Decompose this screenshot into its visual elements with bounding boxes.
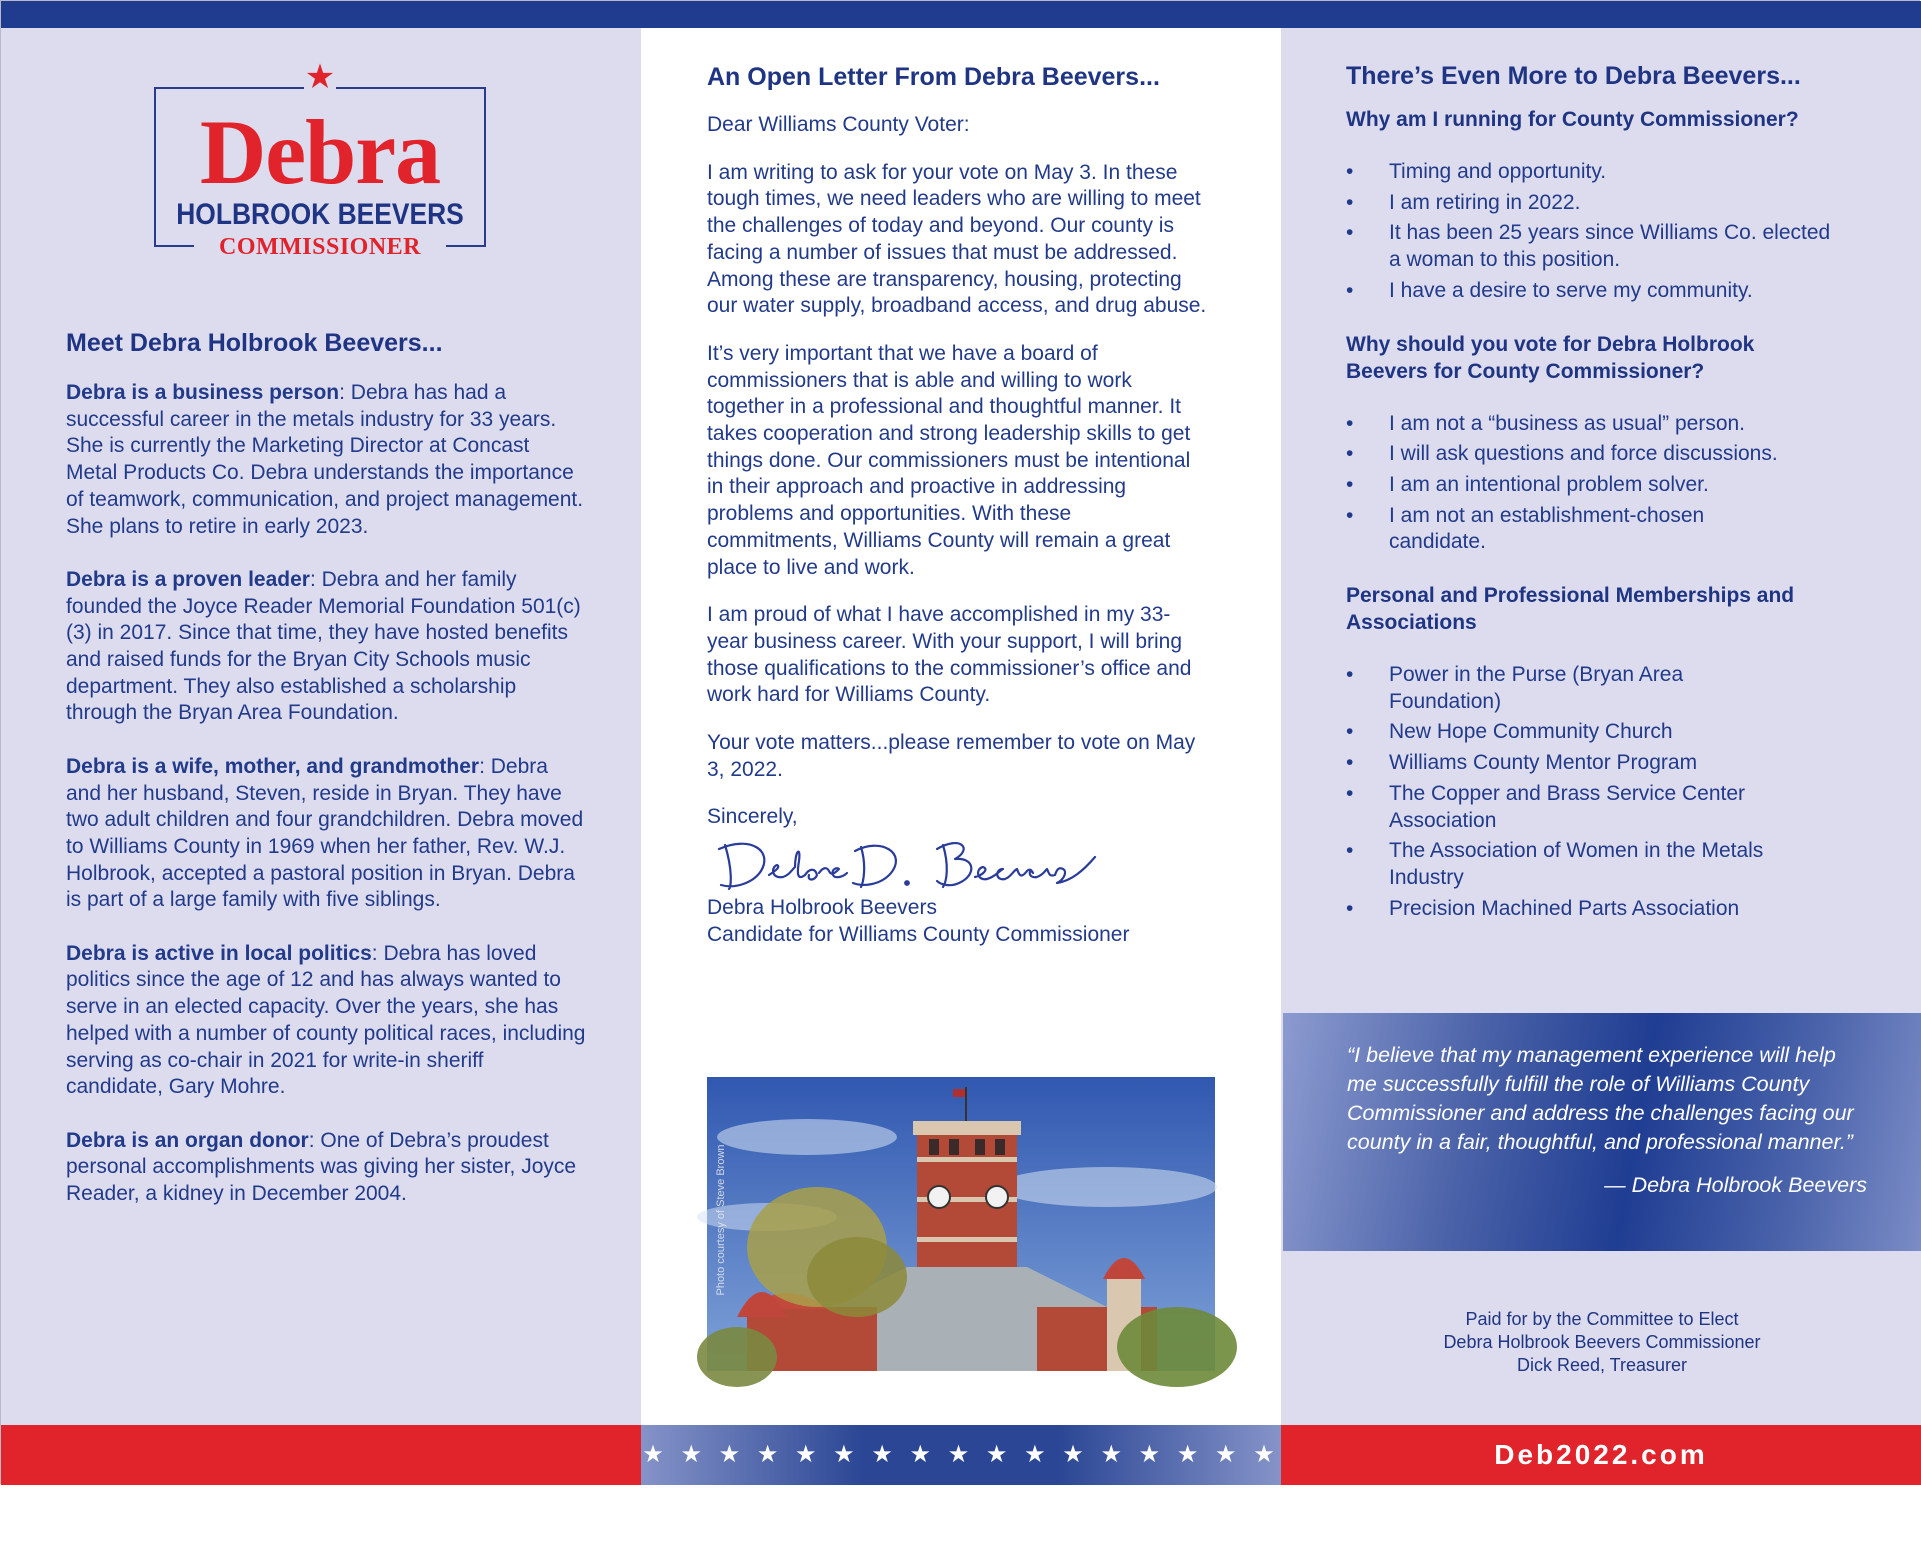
question-why-vote: Why should you vote for Debra Holbrook Beevers for County Commissioner?: [1346, 332, 1755, 383]
running-reasons-list: [1346, 159, 1846, 305]
bio-text: : One of Debra’s proudest personal accomplishments was giving her sister, Joyce Reader, a kidney in December 2004.: [66, 1128, 577, 1206]
bio-paragraph: [66, 380, 586, 540]
meet-debra-section: [66, 329, 586, 1208]
candidate-quote-box: [1283, 1013, 1921, 1251]
bio-text: : Debra has loved politics since the age of 12 and has always wanted to serve in an elected capacity. Over the years, she has helped with a number of county political races, including serving as co-chair in 2021 for write-in sheriff candidate, Gary Mohre.: [66, 941, 586, 1099]
signer-name: Debra Holbrook Beevers: [707, 896, 937, 920]
paid-line: Paid for by the Committee to Elect: [1465, 1309, 1739, 1329]
open-letter: [707, 63, 1227, 949]
bio-lead: Debra is a wife, mother, and grandmother: [66, 754, 480, 778]
star-icon: ★: [304, 58, 336, 96]
list-item: • Precision Machined Parts Association: [1346, 896, 1846, 923]
top-color-bar: [1, 1, 1921, 28]
paid-line: Debra Holbrook Beevers Commissioner: [1443, 1332, 1761, 1352]
list-item: • It has been 25 years since Williams Co. elected a woman to this position.: [1346, 220, 1846, 273]
letter-paragraph: I am proud of what I have accomplished in my 33-year business career. With your support, I will bring those qualifications to the commissioner’s office and work hard for Williams County.: [707, 603, 1192, 707]
bottom-bar-stars: ★ ★ ★ ★ ★ ★ ★ ★ ★ ★ ★ ★ ★ ★ ★ ★ ★ ★ ★: [641, 1425, 1281, 1485]
letter-salutation: Dear Williams County Voter:: [707, 113, 970, 136]
list-item: • I am an intentional problem solver.: [1346, 472, 1866, 499]
meet-heading: Meet Debra Holbrook Beevers...: [66, 329, 443, 357]
paid-for-disclaimer: [1283, 1308, 1921, 1377]
question-running: Why am I running for County Commissioner?: [1346, 108, 1799, 131]
bio-lead: Debra is a proven leader: [66, 567, 310, 591]
bio-text: : Debra and her husband, Steven, reside in Bryan. They have two adult children and four grandchildren. Debra moved to Williams County in 1969 when her father, Rev. W.J. Holbrook, accepted a pastoral position in Bryan. Debra is part of a large family with five siblings.: [66, 754, 584, 912]
courthouse-image: [707, 1077, 1215, 1371]
list-item: • I am not a “business as usual” person.: [1346, 411, 1866, 438]
list-item: • I will ask questions and force discussions.: [1346, 441, 1866, 468]
list-item: • Williams County Mentor Program: [1346, 750, 1846, 777]
bio-paragraph: [66, 941, 586, 1101]
campaign-logo: [154, 57, 486, 260]
letter-paragraph: It’s very important that we have a board of commissioners that is able and willing to work together in a professional and thoughtful manner. It takes cooperation and strong leadership skills to get things done. Our commissioners must be intentional in their approach and proactive in addressing problems and opportunities. With these commitments, Williams County will remain a great place to live and work.: [707, 341, 1191, 579]
list-item: • I am retiring in 2022.: [1346, 190, 1846, 217]
more-heading: There’s Even More to Debra Beevers...: [1346, 62, 1801, 90]
bio-text: : Debra has had a successful career in the metals industry for 33 years. She is currently the Marketing Director at Concast Metal Products Co. Debra understands the importance of teamwork, communication, and project management. She plans to retire in early 2023.: [66, 381, 584, 538]
candidate-quote: “I believe that my management experience will help me successfully fulfill the role of Williams County Commissioner and address the challenges facing our county in a fair, thoughtful, and professional manner.”: [1347, 1043, 1854, 1154]
why-vote-list: [1346, 411, 1866, 557]
logo-name: Debra: [199, 101, 441, 203]
memberships-heading: Personal and Professional Memberships and Associations: [1346, 584, 1795, 635]
signature: [707, 831, 1227, 895]
website-link[interactable]: Deb2022.com: [1281, 1425, 1921, 1485]
bio-lead: Debra is an organ donor: [66, 1128, 309, 1152]
list-item: • The Association of Women in the Metals Industry: [1346, 838, 1829, 891]
list-item: • Power in the Purse (Bryan Area Foundation): [1346, 662, 1769, 715]
list-item: • I have a desire to serve my community.: [1346, 278, 1846, 305]
bio-paragraph: [66, 567, 586, 727]
bio-lead: Debra is a business person: [66, 381, 340, 404]
letter-paragraph: I am writing to ask for your vote on May 3. In these tough times, we need leaders who are willing to meet the challenges of today and beyond. Our county is facing a number of issues that must be addressed. Among these are transparency, housing, protecting our water supply, broadband access, and drug abuse.: [707, 160, 1207, 318]
more-about-debra: [1346, 62, 1886, 926]
list-item: • The Copper and Brass Service Center Association: [1346, 781, 1829, 834]
bio-text: : Debra and her family founded the Joyce Reader Memorial Foundation 501(c)(3) in 2017. Since that time, they have hosted benefits and raised funds for the Bryan City Schools music department. They also established a scholarship through the Bryan Area Foundation.: [66, 567, 581, 725]
list-item: • I am not an establishment-chosen candidate.: [1346, 503, 1749, 556]
quote-author: — Debra Holbrook Beevers: [1604, 1173, 1867, 1197]
letter-closing: Sincerely,: [707, 805, 798, 829]
letter-paragraph: Your vote matters...please remember to vote on May 3, 2022.: [707, 731, 1196, 781]
logo-role: COMMISSIONER: [194, 234, 446, 260]
photo-credit: Photo courtesy of Steve Brown: [715, 1144, 727, 1296]
bio-paragraph: [66, 754, 586, 914]
memberships-list: [1346, 662, 1846, 922]
signer-title: Candidate for Williams County Commissioner: [707, 922, 1130, 946]
bio-lead: Debra is active in local politics: [66, 941, 372, 965]
bottom-bar-left: [1, 1425, 641, 1485]
list-item: • New Hope Community Church: [1346, 719, 1846, 746]
bio-paragraph: [66, 1128, 586, 1208]
letter-heading: An Open Letter From Debra Beevers...: [707, 63, 1160, 91]
signature-graphic: [711, 831, 1131, 895]
logo-subtitle: HOLBROOK BEEVERS: [176, 198, 464, 231]
paid-line: Dick Reed, Treasurer: [1516, 1355, 1688, 1375]
courthouse-photo: [707, 1077, 1215, 1371]
list-item: • Timing and opportunity.: [1346, 159, 1846, 186]
